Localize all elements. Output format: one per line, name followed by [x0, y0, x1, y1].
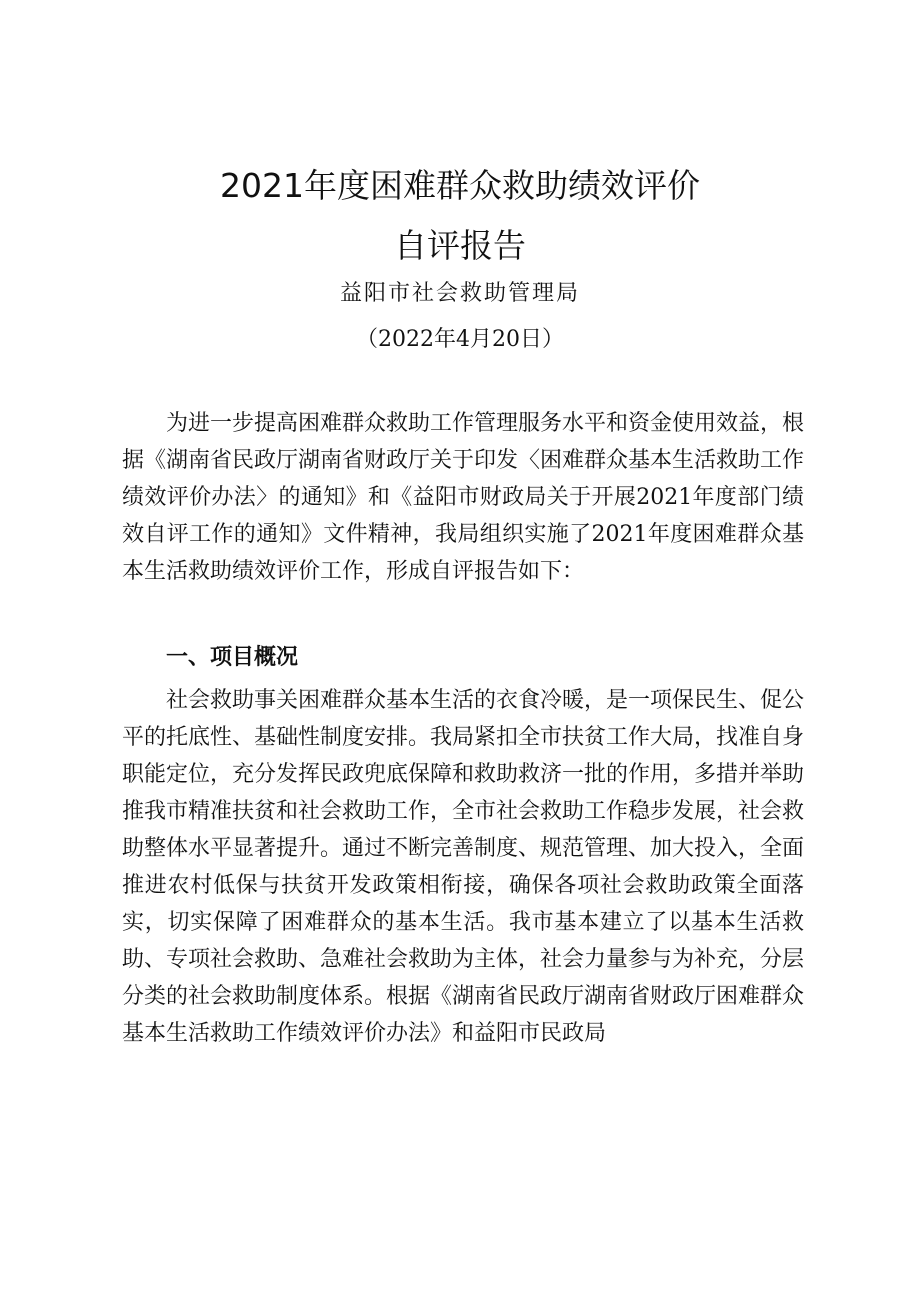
report-title-line-2: 自评报告	[394, 226, 526, 265]
overview-section	[122, 682, 804, 1052]
overview-paragraph: 社会救助事关困难群众基本生活的衣食冷暖，是一项保民生、促公平的托底性、基础性制度安排。我局紧扣全市扶贫工作大局，找准自身职能定位，充分发挥民政兜底保障和救助救济一批的作用，多措并举助推我市精准扶贫和社会救助工作，全市社会救助工作稳步发展，社会救助整体水平显著提升。通过不断完善制度、规范管理、加大投入，全面推进农村低保与扶贫开发政策相衔接，确保各项社会救助政策全面落实，切实保障了困难群众的基本生活。我市基本建立了以基本生活救助、专项社会救助、急难社会救助为主体，社会力量参与为补充，分层分类的社会救助制度体系。根据《湖南省民政厅湖南省财政厅困难群众基本生活救助工作绩效评价办法》和益阳市民政局	[122, 688, 805, 1046]
report-date: （2022年4月20日）	[356, 327, 564, 352]
intro-section	[122, 405, 804, 590]
report-title-line-1: 2021年度困难群众救助绩效评价	[220, 166, 700, 205]
issuing-agency: 益阳市社会救助管理局	[339, 281, 580, 306]
section-heading: 一、项目概况	[166, 645, 299, 670]
intro-paragraph: 为进一步提高困难群众救助工作管理服务水平和资金使用效益，根据《湖南省民政厅湖南省财政厅关于印发〈困难群众基本生活救助工作绩效评价办法〉的通知》和《益阳市财政局关于开展2021年度部门绩效自评工作的通知》文件精神，我局组织实施了2021年度困难群众基本生活救助绩效评价工作，形成自评报告如下：	[122, 411, 805, 584]
